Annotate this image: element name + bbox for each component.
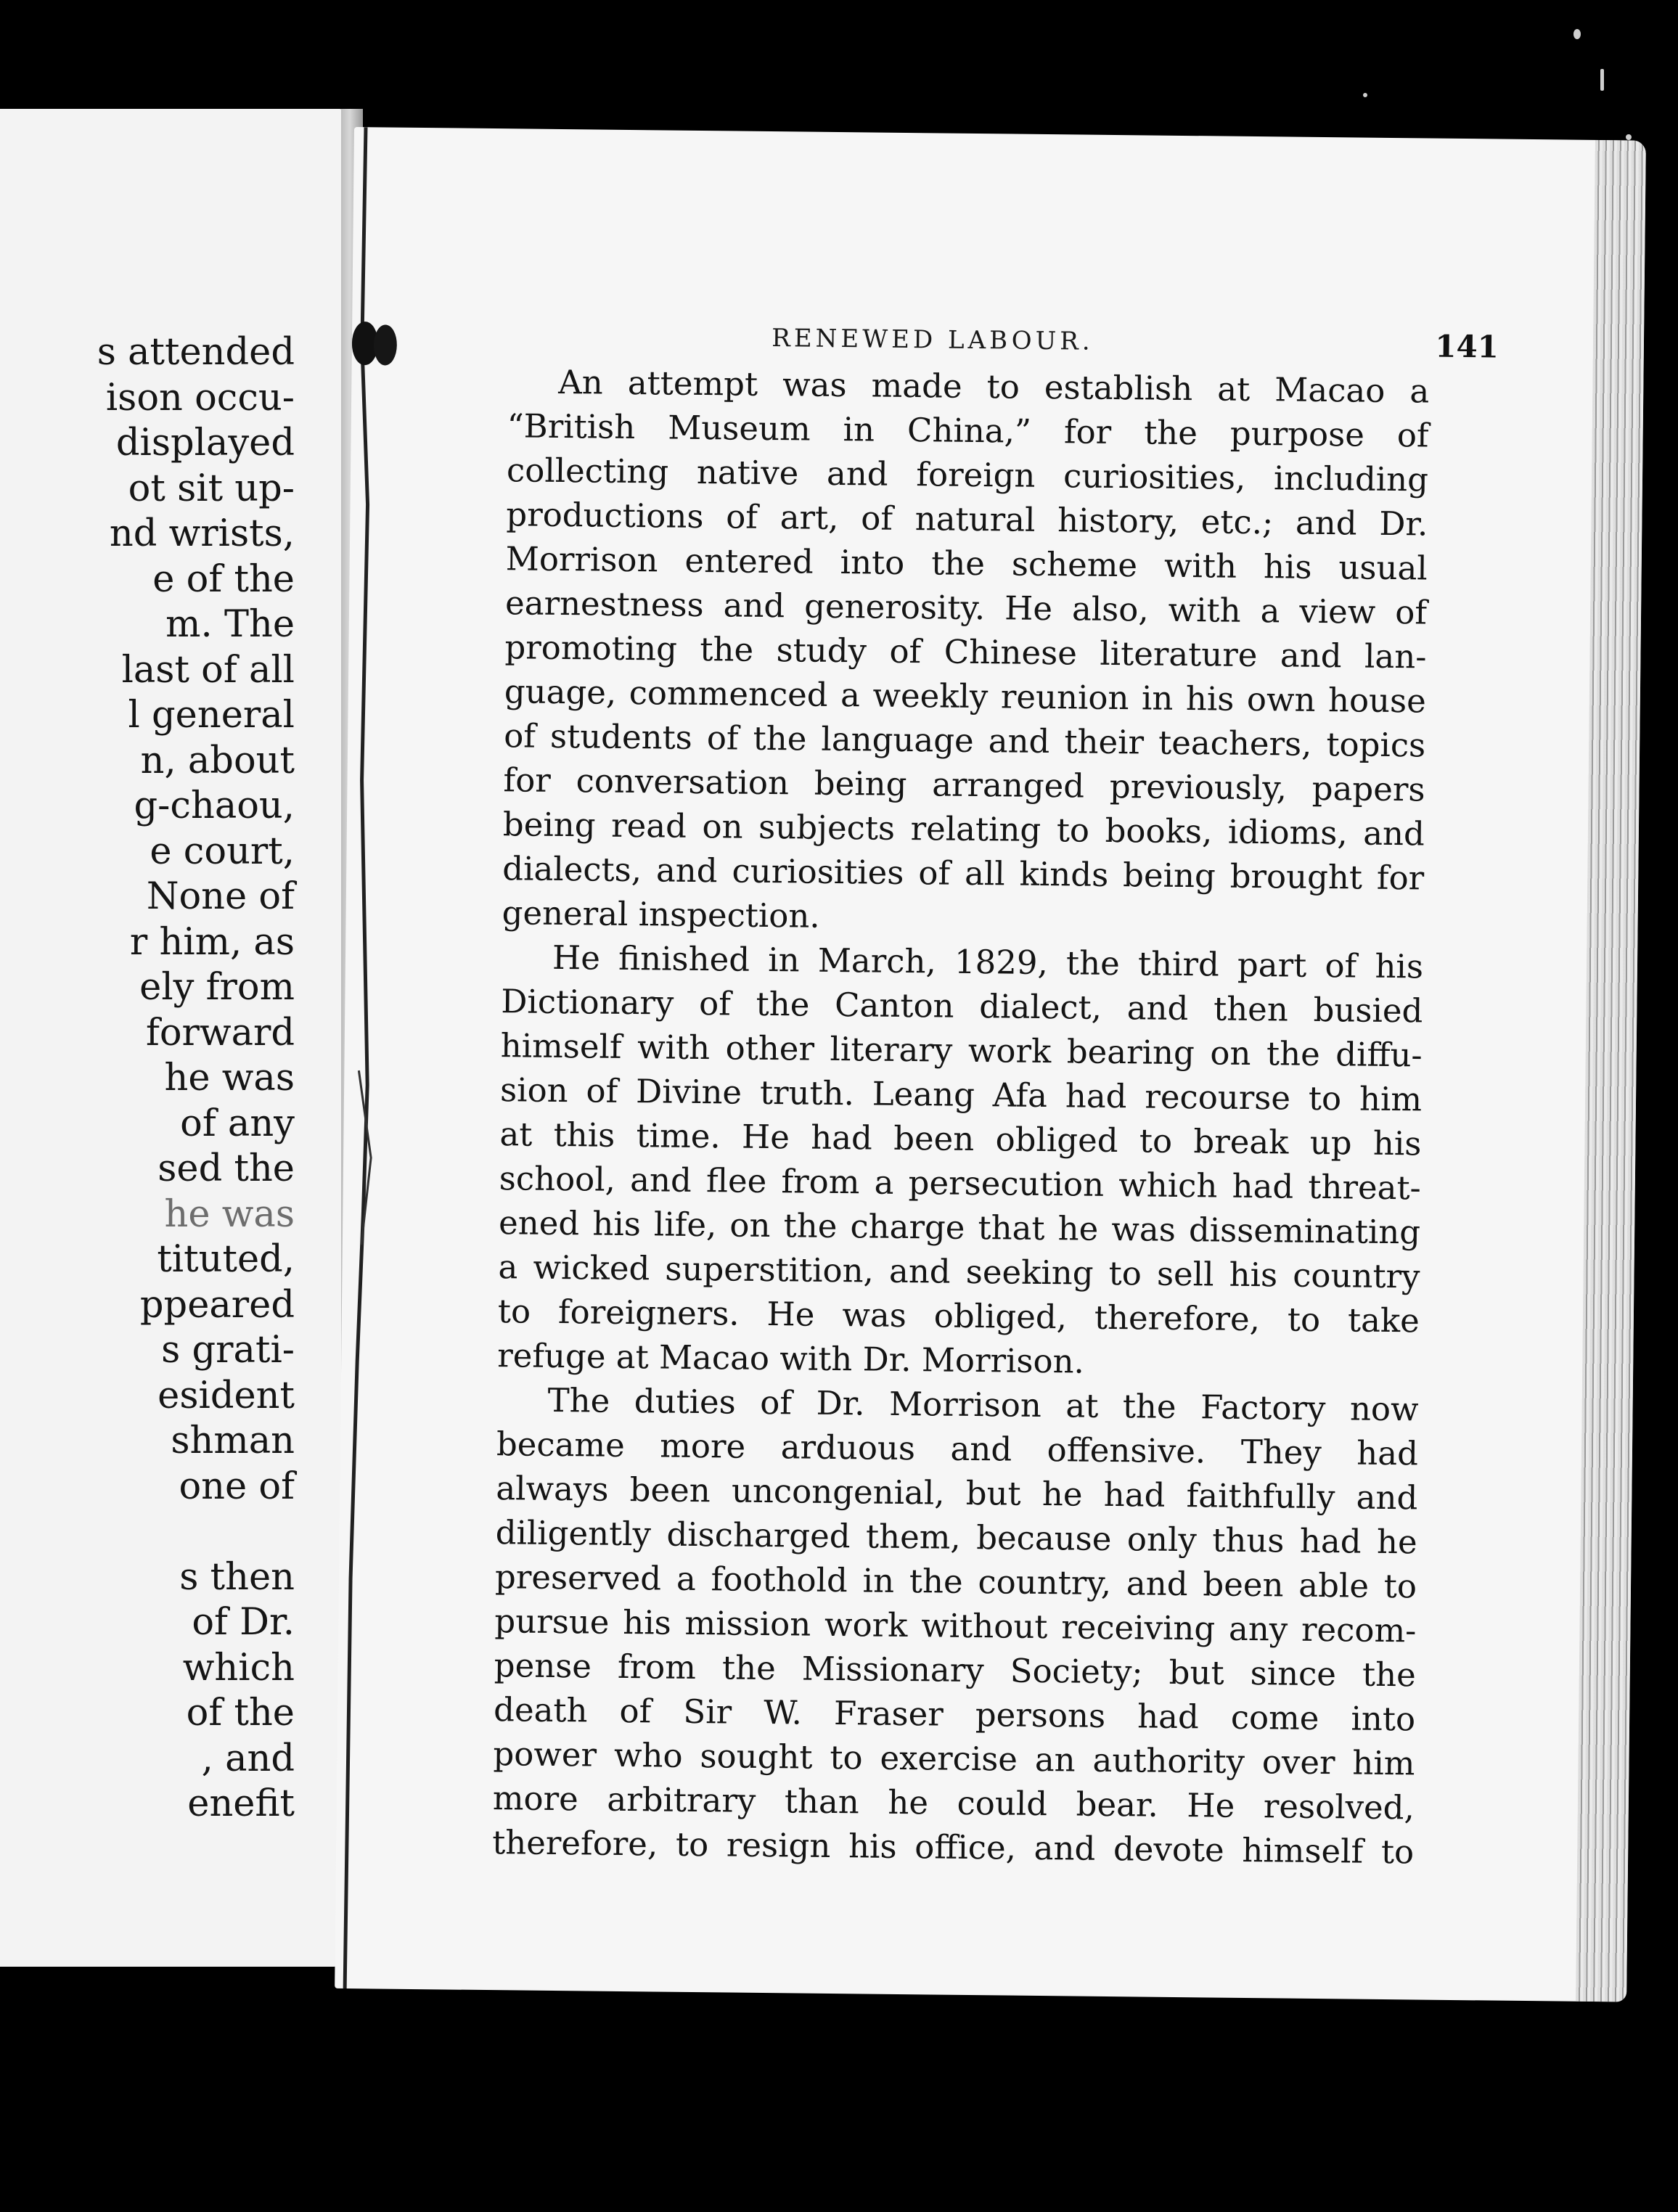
text-line: pense from the Missionary Society; but since the: [494, 1646, 1417, 1695]
previous-page-line: of any: [180, 1102, 295, 1145]
page-number: 141: [1434, 328, 1499, 365]
previous-page-line: nd wrists,: [109, 512, 295, 555]
text-line: diligently discharged them, because only thus had he: [495, 1513, 1417, 1562]
previous-page-line: displayed: [115, 422, 295, 464]
previous-page-line: l general: [128, 694, 295, 737]
text-line: sion of Divine truth. Leang Afa had recourse to him: [499, 1070, 1423, 1119]
text-line: dialects, and curiosities of all kinds being brought for: [502, 849, 1425, 898]
dust-speck: [1363, 93, 1367, 97]
text-line: pursue his mission work without receiving any recom-: [494, 1602, 1417, 1650]
text-line: general inspection.: [502, 893, 820, 935]
previous-page-line: he was: [164, 1057, 295, 1099]
text-line: Dictionary of the Canton dialect, and then busied: [501, 982, 1423, 1031]
previous-page-line: shman: [171, 1420, 295, 1462]
text-line: for conversation being arranged previously, papers: [503, 761, 1425, 809]
paragraph-museum: [502, 359, 1429, 944]
text-line: productions of art, of natural history, etc.; and Dr.: [506, 495, 1428, 544]
previous-page-line: one of: [179, 1465, 295, 1508]
previous-page-line: sed the: [157, 1147, 295, 1190]
text-line: He finished in March, 1829, the third part of his: [552, 938, 1424, 986]
book-page-141: [335, 127, 1646, 2002]
previous-page-line: which: [182, 1646, 295, 1689]
previous-page-line: of the: [186, 1692, 295, 1734]
previous-page-blank-line: [0, 1510, 295, 1555]
text-line: at this time. He had been obliged to break up his: [499, 1115, 1422, 1163]
text-line: death of Sir W. Fraser persons had come into: [493, 1690, 1416, 1739]
previous-page-line: s then: [179, 1555, 295, 1599]
text-line: therefore, to resign his office, and devote himself to: [491, 1823, 1415, 1872]
previous-page-line: s attended: [97, 331, 295, 374]
text-line: collecting native and foreign curiosities, including: [506, 451, 1429, 499]
previous-page-line: ppeared: [139, 1283, 295, 1327]
previous-page-line: ely from: [139, 966, 295, 1009]
text-line: a wicked superstition, and seeking to sell his country: [498, 1248, 1420, 1296]
text-line: himself with other literary work bearing on the diffu-: [500, 1026, 1423, 1075]
text-line: guage, commenced a weekly reunion in his own house: [504, 672, 1427, 721]
dust-speck: [1600, 69, 1604, 91]
text-line: refuge at Macao with Dr. Morrison.: [497, 1336, 1085, 1381]
text-line: An attempt was made to establish at Macao a: [558, 362, 1430, 411]
previous-page-line: n, about: [140, 739, 295, 782]
previous-page-line: esident: [157, 1374, 295, 1417]
previous-page-line: None of: [146, 875, 295, 918]
text-line: preserved a foothold in the country, and been able to: [494, 1557, 1417, 1606]
previous-page-line: forward: [145, 1011, 295, 1054]
previous-page-line: r him, as: [129, 920, 295, 964]
text-line: school, and flee from a persecution which had threat-: [499, 1159, 1422, 1208]
text-line: power who sought to exercise an authority over him: [493, 1734, 1415, 1783]
page-body: [492, 359, 1430, 1874]
previous-page-line: e of the: [152, 557, 295, 601]
text-line: of students of the language and their teachers, topics: [503, 716, 1426, 765]
text-line: became more arduous and offensive. They had: [496, 1425, 1419, 1473]
previous-page-line: last of all: [121, 648, 295, 692]
dust-speck: [1626, 134, 1632, 140]
text-line: ened his life, on the charge that he was disseminating: [498, 1203, 1421, 1252]
running-head: RENEWED LABOUR.: [772, 324, 1094, 356]
text-line: “British Museum in China,” for the purpose of: [507, 406, 1429, 455]
paragraph-factory-duties: [492, 1377, 1419, 1874]
previous-page-line: enefit: [187, 1782, 295, 1825]
previous-page-line: ison occu-: [105, 376, 295, 419]
text-line: Morrison entered into the scheme with his usual: [505, 539, 1428, 588]
text-line: being read on subjects relating to books, idioms, and: [502, 805, 1425, 853]
text-line: more arbitrary than he could bear. He resolved,: [492, 1779, 1415, 1827]
text-line: promoting the study of Chinese literature and lan-: [504, 628, 1427, 676]
page-stack-edge: [1576, 140, 1646, 2002]
previous-page-fragment: [0, 109, 347, 1967]
text-line: always been uncongenial, but he had faithfully and: [496, 1469, 1418, 1517]
previous-page-line: , and: [201, 1737, 295, 1780]
previous-page-line: e court,: [150, 830, 295, 873]
paragraph-dictionary: [497, 935, 1423, 1387]
dust-speck: [1573, 29, 1581, 39]
previous-page-line: he was: [164, 1192, 295, 1236]
previous-page-line: ot sit up-: [128, 467, 295, 510]
previous-page-line: s grati-: [161, 1329, 295, 1372]
text-line: The duties of Dr. Morrison at the Factory now: [547, 1380, 1419, 1429]
previous-page-line: of Dr.: [192, 1601, 295, 1644]
previous-page-line: g-chaou,: [134, 785, 295, 827]
text-line: earnestness and generosity. He also, with a view of: [504, 583, 1428, 632]
previous-page-line: m. The: [165, 603, 295, 646]
previous-page-text: [0, 330, 295, 1827]
previous-page-line: tituted,: [157, 1238, 295, 1281]
text-line: to foreigners. He was obliged, therefore, to take: [497, 1292, 1420, 1340]
